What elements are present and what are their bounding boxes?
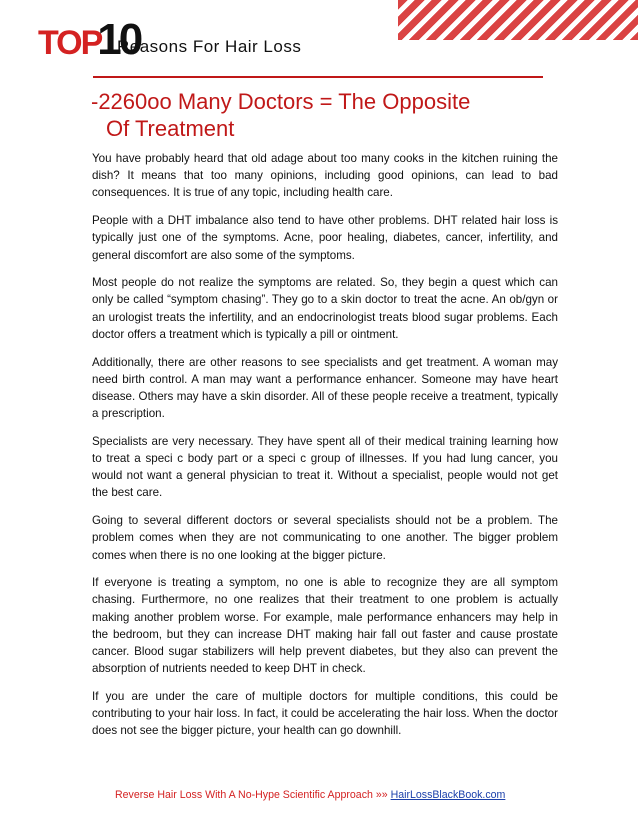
chapter-title — [91, 88, 551, 142]
paragraph: Additionally, there are other reasons to see specialists and get treatment. A woman may need birth control. A man may want a performance enhancer. Someone may have heart disease. Others may have a skin disorder. All of these people receive a treatment, typically a prescription. — [92, 355, 558, 421]
paragraph: People with a DHT imbalance also tend to have other problems. DHT related hair loss is typically just one of the symptoms. Acne, poor healing, diabetes, cancer, infertility, and general discomfort are also some of the symptoms. — [92, 214, 558, 262]
paragraph: You have probably heard that old adage about too many cooks in the kitchen ruining the dish? It means that too many opinions, including good opinions, can lead to bad consequences. It is true of any topic, including health care. — [92, 152, 558, 200]
header-divider — [93, 76, 543, 78]
article-body — [92, 150, 558, 750]
paragraph: Specialists are very necessary. They have spent all of their medical training learning how to treat a speci c body part or a speci c group of illnesses. If you had lung cancer, you would not want a general physician to treat it. Without a specialist, people would not get the best care. — [92, 434, 558, 500]
footer-link[interactable]: HairLossBlackBook.com — [390, 789, 506, 801]
logo-ten-text: 10 — [97, 15, 141, 64]
series-title: Reasons For Hair Loss — [117, 37, 302, 56]
decorative-stripes — [398, 0, 638, 40]
footer-text: Reverse Hair Loss With A No-Hype Scientific Approach »» — [115, 789, 391, 801]
paragraph: If you are under the care of multiple doctors for multiple conditions, this could be contributing to your hair loss. In fact, it could be accelerating the hair loss. When the doctor does not see the bigger picture, your health can go downhill. — [92, 689, 558, 738]
paragraph: Most people do not realize the symptoms are related. So, they begin a quest which can only be called “symptom chasing”. They go to a skin doctor to treat the acne. An ob/gyn or an urologist treats the infertility, and an endocrinologist treats blood sugar problems. Each doctor offers a treatment which is typically a pill or ointment. — [92, 276, 558, 341]
page-footer — [115, 789, 505, 801]
logo-top-text: TOP — [38, 24, 102, 62]
chapter-title-line1: -2260oo Many Doctors = The Opposite — [91, 89, 471, 114]
paragraph: If everyone is treating a symptom, no one is able to recognize they are all symptom chasing. Furthermore, no one realizes that their treatment to one problem is actually making another problem worse. For example, male performance enhancers may help in the bedroom, but they can increase DHT making hair fall out faster and cause prostate cancer. Blood sugar stabilizers will help prevent diabetes, but they also can prevent the absorption of nutrients needed to keep DHT in check. — [92, 576, 558, 676]
paragraph: Going to several different doctors or several specialists should not be a problem. The problem comes when they are not communicating to one another. The bigger problem comes when there is no one looking at the bigger picture. — [92, 514, 558, 562]
chapter-title-line2: Of Treatment — [106, 116, 235, 141]
